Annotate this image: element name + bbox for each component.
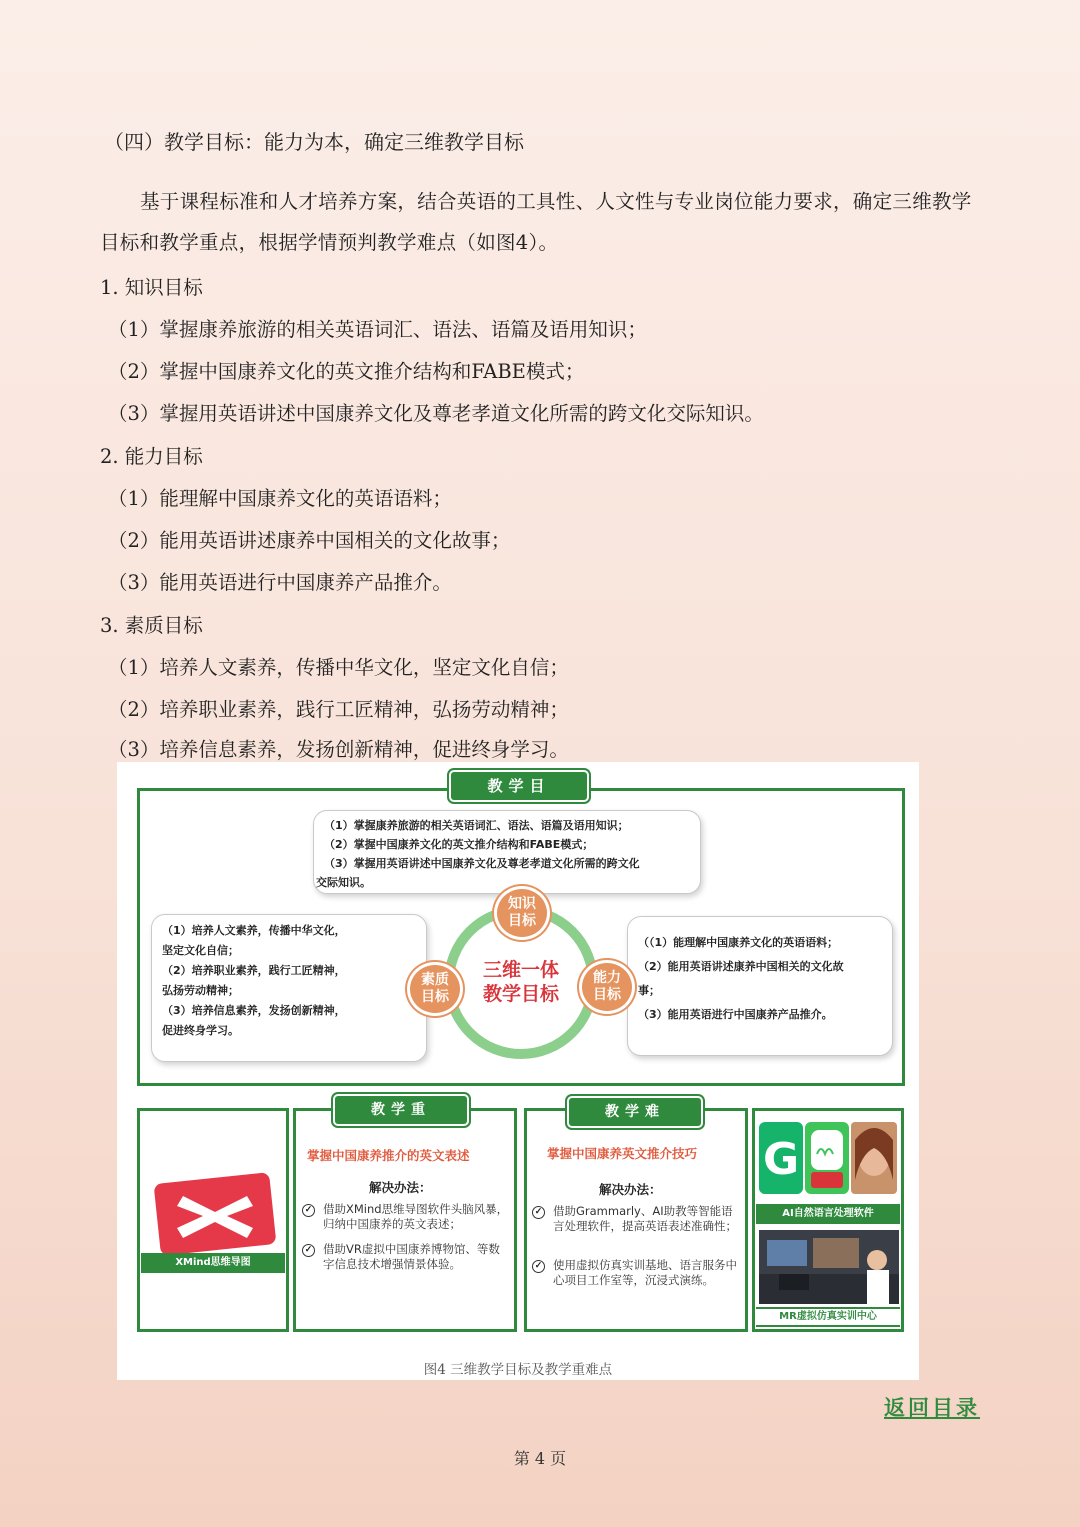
quality-goals-box [151, 914, 427, 1062]
quality-box-line: （2）培养职业素养，践行工匠精神， [162, 964, 346, 977]
goals-banner: 教学目 [451, 772, 587, 800]
knowledge-heading: 1. 知识目标 [100, 276, 203, 299]
section-title: （四）教学目标：能力为本，确定三维教学目标 [104, 130, 524, 154]
ability-box-line: （（1）能理解中国康养文化的英语语料； [638, 936, 839, 949]
check-icon: ✓ [302, 1204, 315, 1217]
quality-heading: 3. 素质目标 [100, 614, 203, 637]
ai-apps-image [759, 1120, 899, 1200]
knowledge-item: （3）掌握用英语讲述中国康养文化及尊老孝道文化所需的跨文化交际知识。 [108, 402, 764, 425]
intro-paragraph: 基于课程标准和人才培养方案，结合英语的工具性、人文性与专业岗位能力要求，确定三维教学目标和教学重点，根据学情预判教学难点（如图4）。 [100, 190, 972, 254]
check-icon: ✓ [532, 1206, 545, 1219]
quality-item: （1）培养人文素养，传播中华文化，坚定文化自信； [108, 656, 569, 679]
key-solution-item: 借助XMind思维导图软件头脑风暴，归纳中国康养的英文表述； [323, 1202, 509, 1231]
key-solution-label: 解决办法： [369, 1180, 432, 1195]
ability-goals-box [627, 916, 893, 1056]
ai-software-label: AI自然语言处理软件 [756, 1204, 900, 1224]
quality-box-line: （1）培养人文素养，传播中华文化， [162, 924, 346, 937]
center-title-line2: 教学目标 [482, 983, 559, 1005]
difficult-solution-item: 使用虚拟仿真实训基地、语言服务中心项目工作室等，沉浸式演练。 [553, 1258, 737, 1287]
ability-box-line: （2）能用英语讲述康养中国相关的文化故 [638, 960, 844, 973]
quality-item: （3）培养信息素养，发扬创新精神，促进终身学习。 [108, 738, 569, 761]
back-to-contents-link[interactable]: 返回目录 [884, 1395, 980, 1420]
quality-item: （2）培养职业素养，践行工匠精神，弘扬劳动精神； [108, 698, 569, 721]
ability-box-line: 事； [638, 984, 660, 997]
quality-box-line: 弘扬劳动精神； [162, 984, 239, 997]
check-icon: ✓ [302, 1244, 315, 1257]
xmind-label: XMind思维导图 [141, 1253, 285, 1273]
key-points-title: 掌握中国康养推介的英文表述 [307, 1148, 470, 1163]
difficult-points-banner: 教学难点 [569, 1098, 701, 1126]
page-number: 第 4 页 [513, 1449, 567, 1468]
difficult-points-title: 掌握中国康养英文推介技巧 [547, 1146, 698, 1161]
knowledge-box-line: （3）掌握用英语讲述中国康养文化及尊老孝道文化所需的跨文化 [324, 857, 640, 870]
knowledge-item: （1）掌握康养旅游的相关英语词汇、语法、语篇及语用知识； [108, 318, 647, 341]
knowledge-box-line: （1）掌握康养旅游的相关英语词汇、语法、语篇及语用知识； [324, 819, 629, 832]
knowledge-badge: 知识目标 [494, 886, 550, 940]
key-points-banner: 教学重点 [335, 1096, 467, 1124]
xmind-logo-icon [153, 1172, 277, 1254]
ability-item: （2）能用英语讲述康养中国相关的文化故事； [108, 529, 511, 552]
ability-badge: 能力目标 [579, 960, 635, 1014]
figure-caption: 图4 三维教学目标及教学重难点 [423, 1362, 613, 1378]
svg-text:G: G [762, 1134, 800, 1185]
figure-teaching-goals [117, 762, 919, 1380]
difficult-solution-item: 借助Grammarly、AI助教等智能语言处理软件，提高英语表述准确性； [553, 1204, 737, 1233]
ability-heading: 2. 能力目标 [100, 445, 203, 468]
mr-center-label: MR虚拟仿真实训中心 [756, 1307, 900, 1327]
quality-badge: 素质目标 [407, 962, 463, 1016]
knowledge-box-line: （2）掌握中国康养文化的英文推介结构和FABE模式； [324, 838, 594, 851]
knowledge-goals-box [313, 810, 701, 894]
key-solution-item: 借助VR虚拟中国康养博物馆、等数字信息技术增强情景体验。 [323, 1242, 500, 1271]
center-title-line1: 三维一体 [482, 959, 559, 981]
ability-item: （1）能理解中国康养文化的英语语料； [108, 487, 452, 510]
difficult-solution-label: 解决办法： [599, 1182, 662, 1197]
quality-box-line: （3）培养信息素养，发扬创新精神， [162, 1004, 346, 1017]
ability-item: （3）能用英语进行中国康养产品推介。 [108, 571, 452, 594]
check-icon: ✓ [532, 1260, 545, 1273]
knowledge-box-line: 交际知识。 [316, 876, 371, 889]
quality-box-line: 促进终身学习。 [162, 1024, 239, 1037]
quality-box-line: 坚定文化自信； [162, 944, 239, 957]
ability-box-line: （3）能用英语进行中国康养产品推介。 [638, 1008, 833, 1021]
mr-center-photo [759, 1230, 899, 1304]
knowledge-item: （2）掌握中国康养文化的英文推介结构和FABE模式； [108, 360, 585, 383]
